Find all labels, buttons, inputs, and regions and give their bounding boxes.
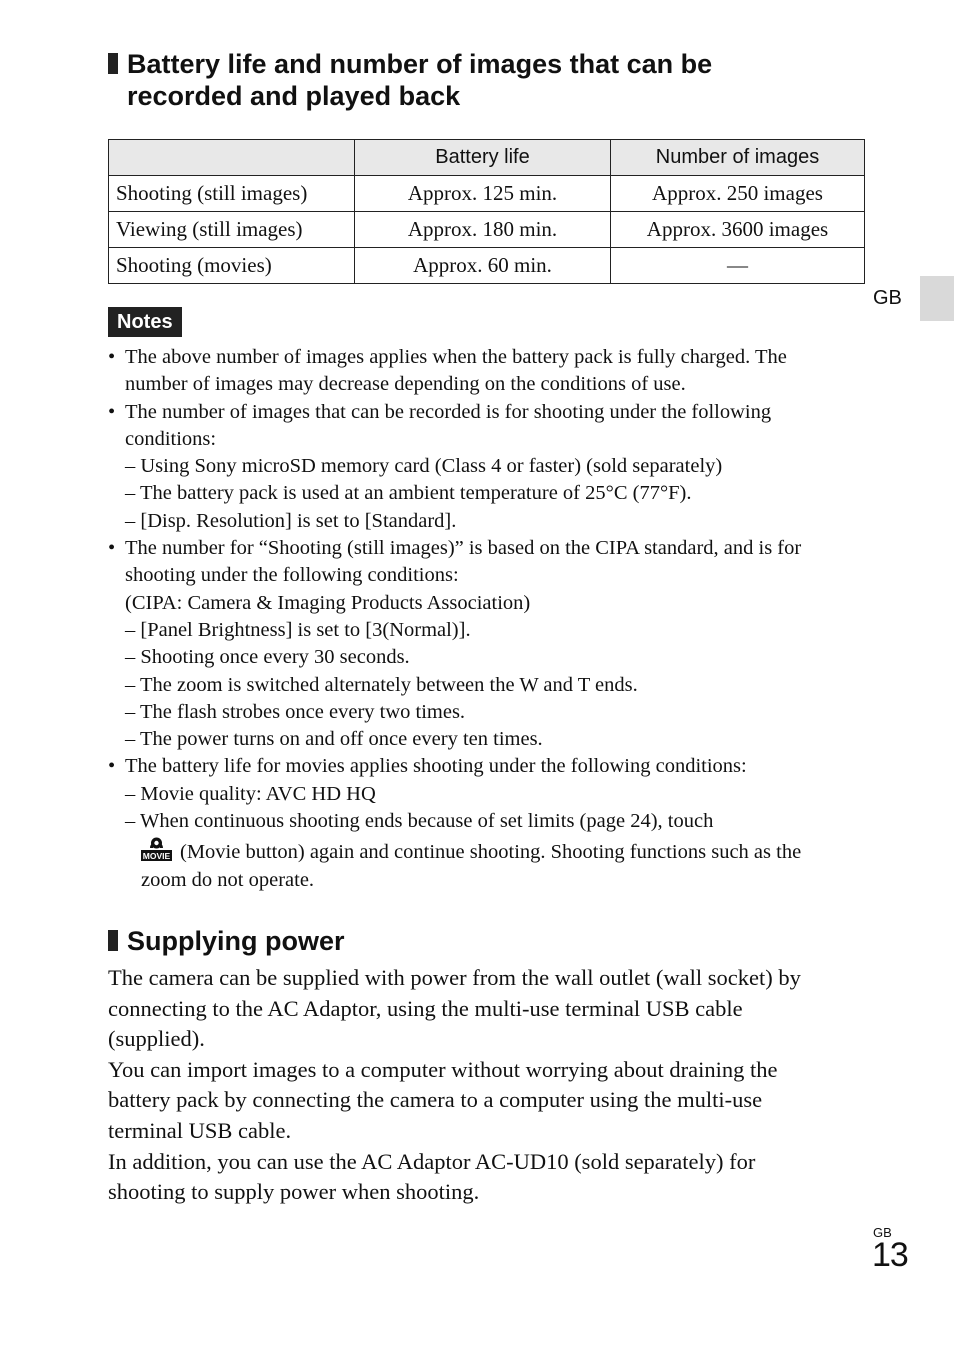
note-text: (CIPA: Camera & Imaging Products Association) — [125, 591, 531, 614]
table-cell: — — [611, 248, 865, 284]
side-language-label: GB — [873, 287, 902, 309]
note-text: • The number for “Shooting (still images)” is based on the CIPA standard, and is for — [125, 537, 802, 560]
section-heading-supplying-power — [108, 925, 848, 957]
notes-badge: Notes — [108, 307, 182, 337]
heading-text: Supplying power — [127, 926, 345, 956]
table-row — [109, 248, 865, 284]
list-item — [108, 344, 868, 399]
table-cell: Shooting (still images) — [109, 176, 355, 212]
footer-language-label: GB — [873, 1225, 892, 1240]
note-text: number of images may decrease depending on the conditions of use. — [125, 373, 686, 396]
table-header-battery-life: Battery life — [355, 140, 611, 176]
table-header-row — [109, 140, 865, 176]
sub-item: – Shooting once every 30 seconds. — [125, 646, 410, 669]
list-item — [108, 399, 868, 454]
sub-item-continued: zoom do not operate. — [141, 868, 315, 891]
body-line: The camera can be supplied with power from the wall outlet (wall socket) by — [108, 965, 801, 990]
page-number: 13 — [872, 1236, 908, 1274]
sub-item: – [Panel Brightness] is set to [3(Normal)]. — [125, 618, 471, 641]
sub-item: – [Disp. Resolution] is set to [Standard]. — [125, 509, 457, 532]
battery-life-table — [108, 139, 865, 284]
note-text: • The number of images that can be recorded is for shooting under the following — [125, 400, 772, 423]
body-line: shooting to supply power when shooting. — [108, 1179, 480, 1205]
heading-marker — [108, 930, 118, 951]
sub-item: – Using Sony microSD memory card (Class 4 or faster) (sold separately) — [125, 455, 723, 478]
sub-item: – When continuous shooting ends because of set limits (page 24), touch — [125, 810, 714, 833]
sub-item-continued — [108, 835, 868, 866]
sub-item: – The battery pack is used at an ambient temperature of 25°C (77°F). — [125, 482, 692, 505]
supplying-power-body — [108, 963, 868, 1208]
table-row — [109, 176, 865, 212]
note-text: • The above number of images applies when the battery pack is fully charged. The — [125, 346, 787, 368]
svg-text:MOVIE: MOVIE — [142, 851, 171, 862]
table-cell: Approx. 250 images — [611, 176, 865, 212]
table-row — [109, 212, 865, 248]
table-cell: Approx. 125 min. — [355, 176, 611, 212]
note-text: shooting under the following conditions: — [125, 564, 459, 587]
list-item — [108, 535, 868, 617]
heading-line-2: recorded and played back — [127, 81, 461, 111]
table-header-number-of-images: Number of images — [611, 140, 865, 176]
movie-button-icon — [141, 835, 172, 861]
table-cell: Viewing (still images) — [109, 212, 355, 248]
body-line: terminal USB cable. — [108, 1117, 292, 1143]
body-line: (supplied). — [108, 1026, 205, 1052]
table-cell: Approx. 180 min. — [355, 212, 611, 248]
table-cell: Approx. 60 min. — [355, 248, 611, 284]
table-cell: Shooting (movies) — [109, 248, 355, 284]
note-text: • The battery life for movies applies shooting under the following conditions: — [125, 755, 747, 778]
note-text: conditions: — [125, 427, 217, 450]
sub-item: – The power turns on and off once every ten times. — [125, 728, 543, 751]
notes-list — [108, 344, 868, 894]
heading-line-1: Battery life and number of images that can be — [127, 49, 713, 79]
heading-marker — [108, 53, 118, 74]
sub-item: – The flash strobes once every two times. — [125, 700, 466, 723]
body-line: In addition, you can use the AC Adaptor AC-UD10 (sold separately) for — [108, 1148, 756, 1174]
note-text: (Movie button) again and continue shooting. Shooting functions such as the — [180, 841, 802, 864]
body-line: battery pack by connecting the camera to a computer using the multi-use — [108, 1087, 763, 1113]
list-item — [108, 753, 868, 780]
body-line: connecting to the AC Adaptor, using the multi-use terminal USB cable — [108, 995, 743, 1021]
section-heading-battery-life — [108, 48, 848, 112]
sub-item: – Movie quality: AVC HD HQ — [125, 782, 376, 805]
table-cell: Approx. 3600 images — [611, 212, 865, 248]
body-line: You can import images to a computer without worrying about draining the — [108, 1056, 778, 1082]
side-tab-bar — [920, 276, 954, 321]
table-header-empty — [109, 140, 355, 176]
sub-item: – The zoom is switched alternately between the W and T ends. — [125, 673, 638, 696]
